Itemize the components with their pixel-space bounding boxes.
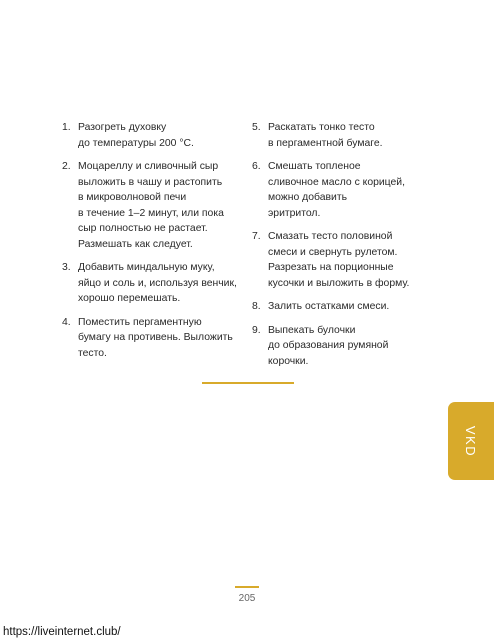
step-number: 5. — [252, 122, 261, 133]
side-tab — [448, 402, 494, 480]
step-text: Смазать тесто половиной смеси и свернуть рулетом. Разрезать на порционные кусочки и выложить в форму. — [268, 231, 410, 289]
recipe-step — [252, 229, 432, 291]
step-text: Моцареллу и сливочный сыр выложить в чашу и растопить в микроволновой печи в течение 1–2 минут, или пока сыр полностью не растает. Размешать как следует. — [78, 161, 224, 250]
section-divider — [202, 382, 294, 384]
page-number: 205 — [238, 593, 256, 604]
step-text: Смешать топленое сливочное масло с корицей, можно добавить эритритол. — [268, 161, 405, 219]
recipe-step — [62, 260, 250, 307]
recipe-step — [62, 159, 250, 252]
recipe-step — [252, 159, 432, 221]
footer-link[interactable]: https://liveinternet.club/ — [3, 626, 121, 638]
step-text: Залить остатками смеси. — [268, 301, 390, 312]
recipe-step — [252, 323, 432, 370]
step-text: Выпекать булочки до образования румяной корочки. — [268, 324, 389, 367]
step-number: 8. — [252, 301, 261, 312]
recipe-step — [62, 315, 250, 362]
step-number: 7. — [252, 231, 261, 242]
side-tab-label: VKD — [463, 425, 479, 457]
step-number: 4. — [62, 316, 71, 328]
step-text: Разогреть духовку до температуры 200 °С. — [78, 122, 194, 149]
recipe-step — [252, 120, 432, 151]
step-text: Раскатать тонко тесто в пергаментной бумаге. — [268, 122, 383, 149]
page-number-rule — [235, 586, 259, 588]
recipe-step — [252, 299, 432, 315]
steps-list-left — [62, 120, 250, 369]
step-number: 3. — [62, 262, 71, 273]
step-number: 1. — [62, 122, 71, 133]
step-text: Добавить миндальную муку, яйцо и соль и, используя венчик, хорошо перемешать. — [78, 262, 237, 304]
step-number: 2. — [62, 161, 71, 172]
step-number: 9. — [252, 324, 261, 336]
step-number: 6. — [252, 161, 261, 172]
recipe-step — [62, 120, 250, 151]
steps-list-right — [252, 120, 432, 377]
step-text: Поместить пергаментную бумагу на противень. Выложить тесто. — [78, 316, 233, 359]
